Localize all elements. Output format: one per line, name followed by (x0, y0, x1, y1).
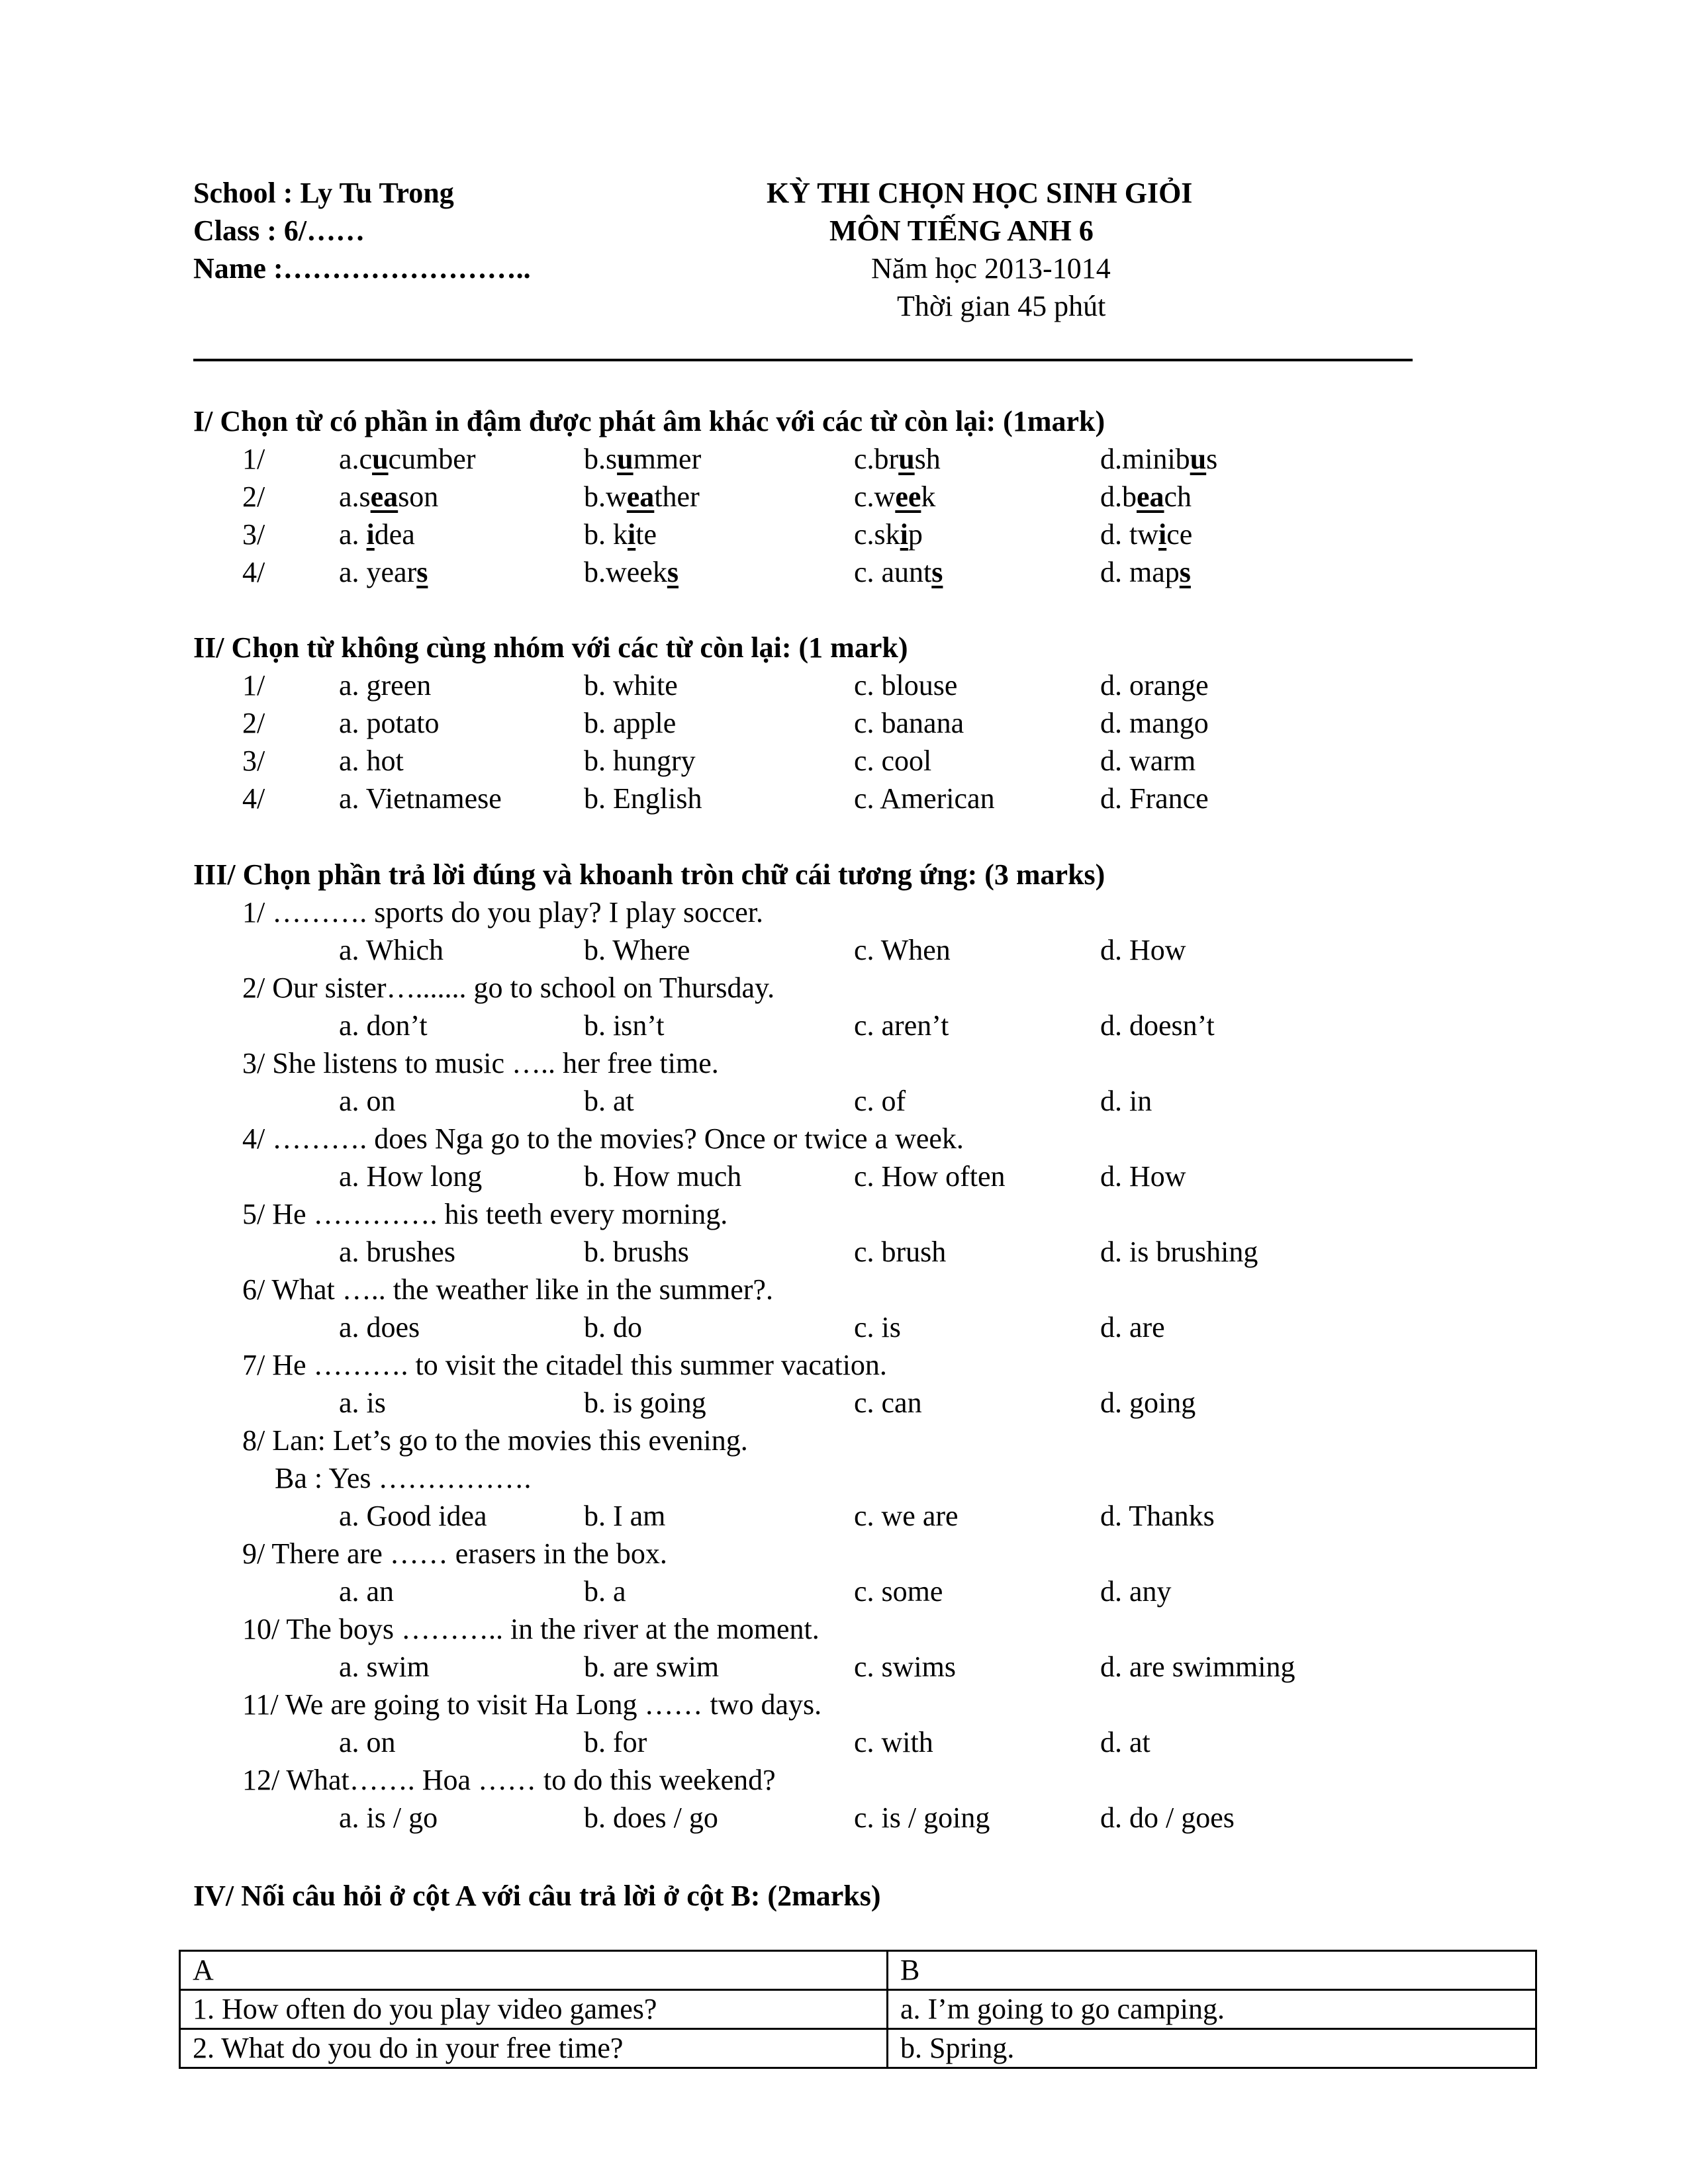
option-suffix: mmer (633, 443, 702, 475)
option: a. an (339, 1575, 395, 1608)
question-number: 3/ (242, 745, 265, 777)
option: c. aren’t (854, 1009, 949, 1042)
option-prefix: d. map (1100, 556, 1180, 588)
option (1100, 554, 1191, 591)
option: c. swims (854, 1651, 956, 1683)
option: d. France (1100, 782, 1209, 815)
option-prefix: d. tw (1100, 518, 1158, 551)
column-a-header: A (180, 1951, 888, 1990)
option: a. swim (339, 1651, 430, 1683)
highlighted-letters: ea (1137, 480, 1164, 513)
option: c. can (854, 1387, 922, 1419)
table-row (180, 2029, 1536, 2068)
option: c. brush (854, 1236, 947, 1268)
option-prefix: a. year (339, 556, 417, 588)
option-suffix: son (398, 480, 439, 513)
section2-title: II/ Chọn từ không cùng nhóm với các từ còn lại: (1 mark) (193, 631, 908, 664)
option: c. When (854, 934, 951, 966)
option (339, 478, 438, 516)
option: a. Which (339, 934, 444, 966)
option-prefix: c. aunt (854, 556, 932, 588)
option: d. any (1100, 1575, 1172, 1608)
highlighted-letters: s (416, 556, 428, 588)
option-suffix: k (921, 480, 936, 513)
highlighted-letters: i (366, 518, 375, 551)
question-stem: 7/ He ………. to visit the citadel this summer vacation. (242, 1349, 887, 1381)
option-suffix: te (635, 518, 657, 551)
school-year: Năm học 2013-1014 (871, 252, 1111, 285)
question-number: 1/ (242, 669, 265, 702)
option: d. do / goes (1100, 1801, 1235, 1834)
option: c. with (854, 1726, 933, 1758)
option: c. blouse (854, 669, 958, 702)
option: b. isn’t (584, 1009, 665, 1042)
option (584, 554, 679, 591)
option-prefix: a.c (339, 443, 373, 475)
school-label: School : Ly Tu Trong (193, 177, 454, 209)
option (584, 441, 701, 478)
highlighted-letters: u (1190, 443, 1207, 475)
option (854, 516, 923, 553)
highlighted-letters: s (1179, 556, 1191, 588)
option: d. Thanks (1100, 1500, 1215, 1532)
option-suffix: ther (654, 480, 700, 513)
option-suffix: cumber (388, 443, 476, 475)
question-stem: 8/ Lan: Let’s go to the movies this evening. (242, 1424, 748, 1457)
option: b. I am (584, 1500, 666, 1532)
option-prefix: c.br (854, 443, 899, 475)
header-divider (193, 359, 1413, 361)
option: b. brushs (584, 1236, 689, 1268)
section3-title: III/ Chọn phần trả lời đúng và khoanh tròn chữ cái tương ứng: (3 marks) (193, 858, 1105, 891)
highlighted-letters: ea (370, 480, 399, 513)
highlighted-letters: i (900, 518, 908, 551)
option: b. English (584, 782, 702, 815)
option: d. warm (1100, 745, 1196, 777)
highlighted-letters: i (628, 518, 636, 551)
option: d. orange (1100, 669, 1209, 702)
question-number: 1/ (242, 443, 265, 475)
option: b. a (584, 1575, 626, 1608)
question-number: 3/ (242, 518, 265, 551)
option: b. Where (584, 934, 690, 966)
option: c. is (854, 1311, 901, 1343)
question-stem: 5/ He …………. his teeth every morning. (242, 1198, 728, 1230)
option-prefix: c.w (854, 480, 896, 513)
option: a. on (339, 1726, 396, 1758)
option-prefix: b. k (584, 518, 628, 551)
highlighted-letters: u (372, 443, 389, 475)
option-suffix: ch (1164, 480, 1192, 513)
option: a. How long (339, 1160, 483, 1193)
option: b. is going (584, 1387, 706, 1419)
option: b. for (584, 1726, 647, 1758)
option: c. we are (854, 1500, 959, 1532)
option: d. at (1100, 1726, 1150, 1758)
option: a. potato (339, 707, 440, 739)
name-label: Name :…………………….. (193, 252, 531, 285)
option: d. is brushing (1100, 1236, 1258, 1268)
option: d. are (1100, 1311, 1165, 1343)
section1-title: I/ Chọn từ có phần in đậm được phát âm khác với các từ còn lại: (1mark) (193, 405, 1105, 437)
highlighted-letters: ee (895, 480, 921, 513)
option-suffix: p (908, 518, 923, 551)
option: c. cool (854, 745, 932, 777)
option (339, 441, 475, 478)
highlighted-letters: s (931, 556, 943, 588)
option-suffix: sh (914, 443, 941, 475)
option: a. does (339, 1311, 420, 1343)
option: d. mango (1100, 707, 1209, 739)
option-prefix: d.minib (1100, 443, 1190, 475)
option: a. Vietnamese (339, 782, 502, 815)
option-prefix: d.b (1100, 480, 1137, 513)
option: b. do (584, 1311, 642, 1343)
exam-title: KỲ THI CHỌN HỌC SINH GIỎI (767, 177, 1193, 209)
option (339, 554, 428, 591)
highlighted-letters: s (667, 556, 679, 588)
subject-title: MÔN TIẾNG ANH 6 (829, 214, 1094, 247)
highlighted-letters: u (898, 443, 915, 475)
option: a. is (339, 1387, 386, 1419)
option-prefix: a. (339, 518, 367, 551)
duration: Thời gian 45 phút (897, 290, 1106, 322)
option (584, 478, 700, 516)
option: a. green (339, 669, 432, 702)
option: c. American (854, 782, 995, 815)
option: d. doesn’t (1100, 1009, 1215, 1042)
option: c. some (854, 1575, 943, 1608)
question-number: 4/ (242, 782, 265, 815)
option: d. going (1100, 1387, 1196, 1419)
option-prefix: c.sk (854, 518, 900, 551)
option: a. hot (339, 745, 404, 777)
question-cell: 1. How often do you play video games? (180, 1990, 888, 2029)
option: b. white (584, 669, 678, 702)
question-number: 2/ (242, 480, 265, 513)
option: b. How much (584, 1160, 742, 1193)
answer-cell: b. Spring. (888, 2029, 1536, 2068)
question-stem: 2/ Our sister…....... go to school on Thursday. (242, 972, 775, 1004)
option (854, 441, 941, 478)
option: b. are swim (584, 1651, 720, 1683)
option-suffix: dea (374, 518, 415, 551)
question-number: 4/ (242, 556, 265, 588)
table-row (180, 1990, 1536, 2029)
option: d. How (1100, 934, 1186, 966)
option (584, 516, 657, 553)
option (854, 478, 935, 516)
option: b. does / go (584, 1801, 718, 1834)
question-stem-reply: Ba : Yes ……………. (275, 1462, 532, 1494)
option: b. apple (584, 707, 677, 739)
question-cell: 2. What do you do in your free time? (180, 2029, 888, 2068)
option-prefix: b.s (584, 443, 618, 475)
table-header-row (180, 1951, 1536, 1990)
question-stem: 4/ ………. does Nga go to the movies? Once or twice a week. (242, 1122, 964, 1155)
option: a. don’t (339, 1009, 428, 1042)
question-stem: 9/ There are …… erasers in the box. (242, 1537, 667, 1570)
option: b. at (584, 1085, 634, 1117)
option-prefix: b.w (584, 480, 627, 513)
option-suffix: ce (1166, 518, 1193, 551)
option (1100, 516, 1192, 553)
option: c. How often (854, 1160, 1006, 1193)
question-stem: 11/ We are going to visit Ha Long …… two days. (242, 1688, 822, 1721)
option (339, 516, 415, 553)
question-stem: 10/ The boys ……….. in the river at the moment. (242, 1613, 820, 1645)
option: a. is / go (339, 1801, 438, 1834)
option: d. are swimming (1100, 1651, 1295, 1683)
option: a. brushes (339, 1236, 455, 1268)
question-stem: 12/ What……. Hoa …… to do this weekend? (242, 1764, 776, 1796)
option: a. Good idea (339, 1500, 487, 1532)
option: c. banana (854, 707, 964, 739)
option-prefix: b.week (584, 556, 667, 588)
answer-cell: a. I’m going to go camping. (888, 1990, 1536, 2029)
highlighted-letters: i (1158, 518, 1167, 551)
option: b. hungry (584, 745, 696, 777)
matching-table (179, 1950, 1537, 2069)
column-b-header: B (888, 1951, 1536, 1990)
class-label: Class : 6/…… (193, 214, 365, 247)
option: d. How (1100, 1160, 1186, 1193)
section4-title: IV/ Nối câu hỏi ở cột A với câu trả lời ở cột B: (2marks) (193, 1880, 881, 1912)
question-stem: 1/ ………. sports do you play? I play soccer. (242, 896, 763, 929)
question-stem: 6/ What ….. the weather like in the summer?. (242, 1273, 773, 1306)
highlighted-letters: ea (626, 480, 655, 513)
question-stem: 3/ She listens to music ….. her free time. (242, 1047, 719, 1079)
option: c. is / going (854, 1801, 990, 1834)
highlighted-letters: u (617, 443, 633, 475)
option: a. on (339, 1085, 396, 1117)
option (1100, 478, 1192, 516)
question-number: 2/ (242, 707, 265, 739)
option (854, 554, 943, 591)
option: d. in (1100, 1085, 1152, 1117)
option: c. of (854, 1085, 906, 1117)
option (1100, 441, 1217, 478)
option-suffix: s (1206, 443, 1218, 475)
option-prefix: a.s (339, 480, 371, 513)
